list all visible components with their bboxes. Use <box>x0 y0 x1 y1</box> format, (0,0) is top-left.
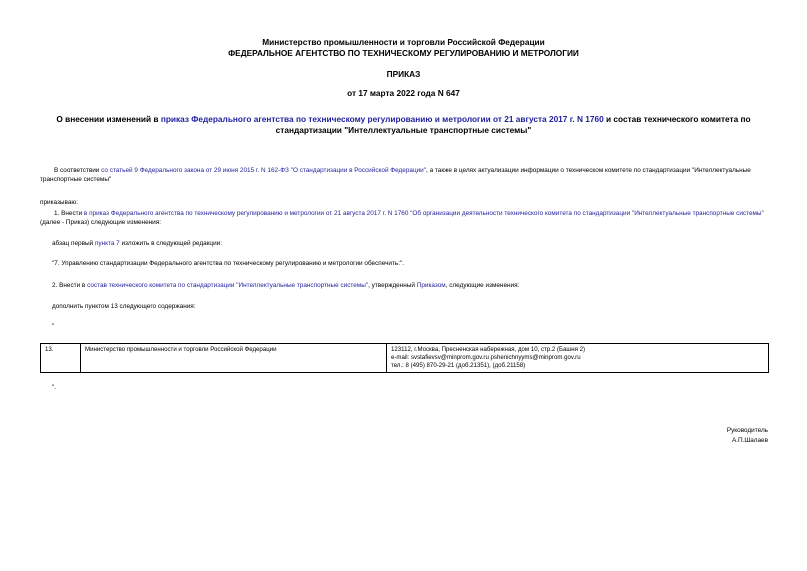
document-title <box>40 114 767 136</box>
order-1760-link[interactable]: в приказ Федерального агентства по техническому регулированию и метрологии от 21 августа 2017 г. N 1760 "Об организации деятельности технического комитета по стандартизации "Интеллектуальные транспортные системы" <box>83 210 764 217</box>
preamble-text-1: В соответствии <box>54 167 102 174</box>
doc-date: от 17 марта 2022 года N 647 <box>347 88 460 98</box>
agency-heading: ФЕДЕРАЛЬНОЕ АГЕНТСТВО ПО ТЕХНИЧЕСКОМУ РЕГУЛИРОВАНИЮ И МЕТРОЛОГИИ <box>228 48 579 58</box>
add-point-paragraph: дополнить пунктом 13 следующего содержания: <box>52 303 196 310</box>
abzac-text-2: изложить в следующей редакции: <box>119 240 222 247</box>
open-quote: " <box>52 323 55 330</box>
committee-table <box>40 343 769 373</box>
abzac-paragraph <box>52 240 768 249</box>
item-2-text-2: , утвержденный <box>368 282 417 289</box>
close-quote: ". <box>52 384 57 391</box>
order-word: приказываю: <box>40 199 78 206</box>
signature-role: Руководитель <box>726 427 768 434</box>
item-1-text-1: 1. Внести <box>54 210 84 217</box>
abzac-text-1: абзац первый <box>52 240 95 247</box>
quote-7-paragraph: "7. Управлению стандартизации Федерального агентства по техническому регулированию и метрологии обеспечить:". <box>52 260 405 267</box>
item-2-text-3: , следующие изменения: <box>445 282 520 289</box>
title-link-order-1760[interactable]: приказ Федерального агентства по техническому регулированию и метрологии от 21 августа 2017 г. N 1760 <box>160 114 604 124</box>
item-1-paragraph <box>40 210 768 227</box>
contact-cell <box>387 344 769 373</box>
title-text-1: О внесении изменений в <box>56 114 161 124</box>
preamble-paragraph <box>40 167 768 184</box>
table-row <box>41 344 769 373</box>
row-number: 13. <box>41 344 81 373</box>
prikaz-link[interactable]: Приказом <box>416 282 446 289</box>
organization-cell: Министерство промышленности и торговли Российской Федерации <box>81 344 387 373</box>
law-162-fz-link[interactable]: со статьей 9 Федерального закона от 29 июня 2015 г. N 162-ФЗ "О стандартизации в Российской Федерации" <box>101 167 427 174</box>
ministry-heading: Министерство промышленности и торговли Российской Федерации <box>262 37 545 47</box>
email-line: e-mail: svstafievsv@minprom.gov.ru pshenichnyyms@minprom.gov.ru <box>391 354 581 361</box>
committee-composition-link[interactable]: состав технического комитета по стандартизации "Интеллектуальные транспортные системы" <box>87 282 369 289</box>
punkt-7-link[interactable]: пункта 7 <box>94 240 120 247</box>
item-2-text-1: 2. Внести в <box>52 282 88 289</box>
item-1-text-2: (далее - Приказ) следующие изменения: <box>40 218 161 226</box>
phone-line: тел.: 8 (495) 870-29-21 (доб.21351), (доб.21158) <box>391 362 526 369</box>
signature-name: А.П.Шалаев <box>731 437 768 444</box>
item-2-paragraph <box>52 282 768 291</box>
doc-type-heading: ПРИКАЗ <box>386 69 421 79</box>
title-text-2: и состав технического комитета по стандартизации "Интеллектуальные транспортные системы" <box>275 114 751 135</box>
address-line: 123112, г.Москва, Пресненская набережная, дом 10, стр.2 (Башня 2) <box>391 346 586 353</box>
preamble-text-2: , а также в целях актуализации информации о техническом комитете по стандартизации "Интеллектуальные транспортные системы" <box>40 167 751 183</box>
